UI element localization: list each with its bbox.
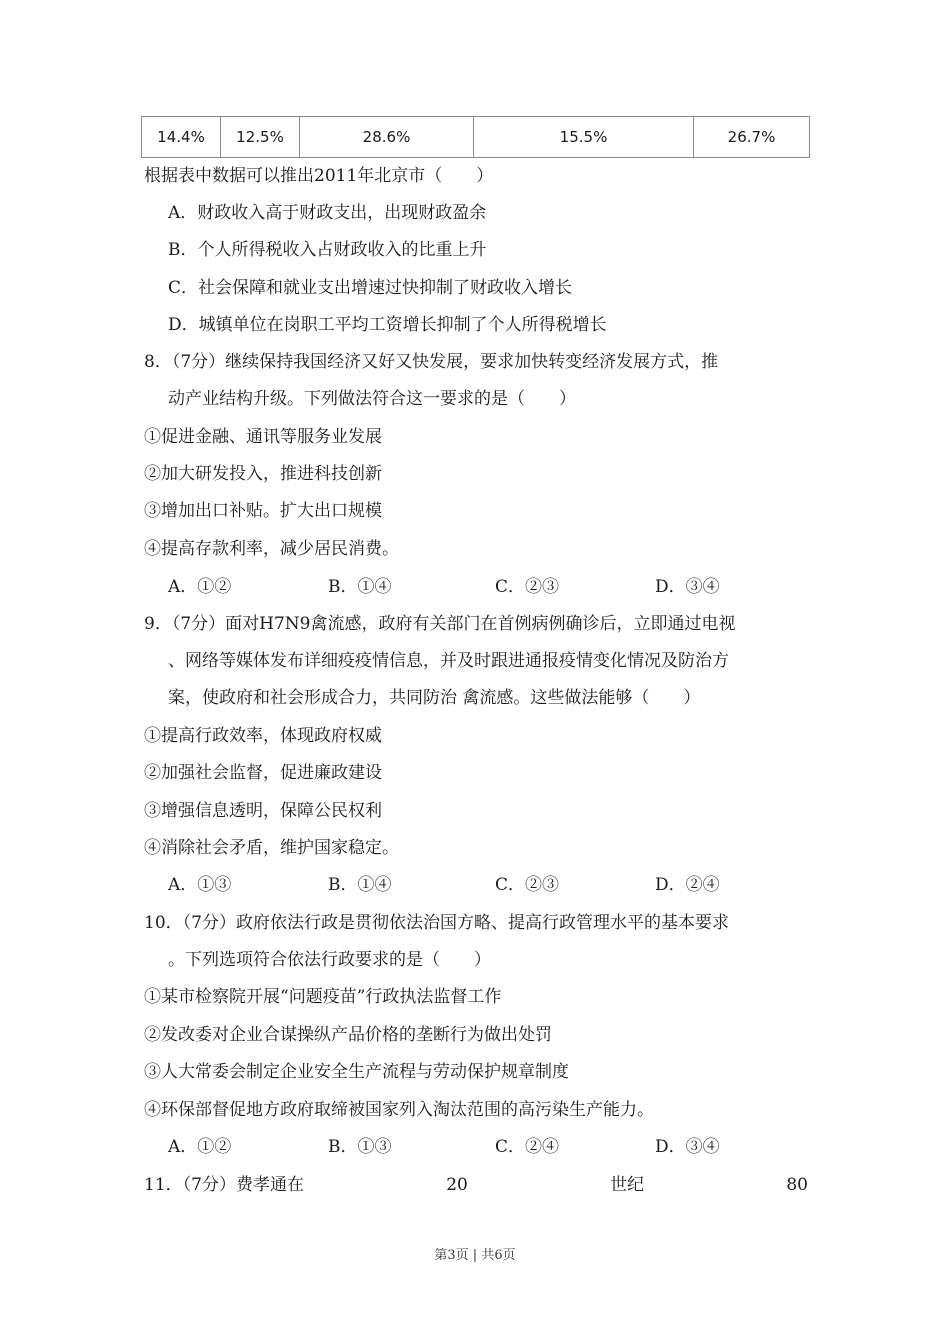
choice-c: C．②③ [495, 875, 560, 895]
table-cell: 26.7% [694, 117, 810, 158]
question-8-choices [168, 576, 720, 598]
question-7-stem: 根据表中数据可以推出2011年北京市（ ） [144, 166, 494, 186]
choice-b: B．①③ [328, 1137, 392, 1157]
table-cell: 15.5% [474, 117, 694, 158]
choice-b: B．①④ [328, 875, 392, 895]
choice-a: A．①② [168, 577, 232, 597]
question-11-part: 80 [786, 1175, 808, 1195]
question-9-statement-2: ②加强社会监督，促进廉政建设 [144, 763, 382, 783]
question-8-statement-1: ①促进金融、通讯等服务业发展 [144, 427, 382, 447]
question-9-statement-3: ③增强信息透明，保障公民权利 [144, 801, 382, 821]
question-11-part: 20 [446, 1175, 468, 1195]
question-10-statement-3: ③人大常委会制定企业安全生产流程与劳动保护规章制度 [144, 1062, 569, 1082]
choice-c: C．②④ [495, 1137, 560, 1157]
question-11-part: 11．（7分）费孝通在 [144, 1175, 304, 1195]
choice-d: D．②④ [655, 875, 720, 895]
question-11-part: 世纪 [610, 1175, 645, 1195]
question-8-stem-line-1: 8．（7分）继续保持我国经济又好又快发展，要求加快转变经济发展方式，推 [144, 352, 719, 372]
question-9-stem-line-1: 9．（7分）面对H7N9禽流感，政府有关部门在首例病例确诊后，立即通过电视 [144, 614, 736, 634]
question-9-statement-1: ①提高行政效率，体现政府权威 [144, 726, 382, 746]
question-8-statement-4: ④提高存款利率，减少居民消费。 [144, 539, 399, 559]
choice-a: A．①③ [168, 875, 232, 895]
table-row [142, 117, 810, 158]
question-7-option-b: B．个人所得税收入占财政收入的比重上升 [168, 240, 487, 260]
question-10-choices [168, 1136, 720, 1158]
table-cell: 14.4% [142, 117, 221, 158]
choice-d: D．③④ [655, 1137, 720, 1157]
question-10-statement-2: ②发改委对企业合谋操纵产品价格的垄断行为做出处罚 [144, 1025, 552, 1045]
question-9-stem-line-3: 案，使政府和社会形成合力，共同防治 禽流感。这些做法能够（ ） [168, 688, 701, 708]
question-9-stem-line-2: 、网络等媒体发布详细疫疫情信息，并及时跟进通报疫情变化情况及防治方 [168, 651, 729, 671]
question-9-choices [168, 874, 720, 896]
table-cell: 12.5% [221, 117, 300, 158]
question-11-stem-line-1 [144, 1174, 808, 1196]
question-10-statement-1: ①某市检察院开展“问题疫苗”行政执法监督工作 [144, 987, 502, 1007]
question-10-statement-4: ④环保部督促地方政府取缔被国家列入淘汰范围的高污染生产能力。 [144, 1100, 654, 1120]
question-7-option-d: D．城镇单位在岗职工平均工资增长抑制了个人所得税增长 [168, 315, 607, 335]
page-footer: 第3页 | 共6页 [434, 1248, 516, 1263]
choice-a: A．①② [168, 1137, 232, 1157]
choice-b: B．①④ [328, 577, 392, 597]
question-8-stem-line-2: 动产业结构升级。下列做法符合这一要求的是（ ） [168, 389, 576, 409]
question-8-statement-3: ③增加出口补贴。扩大出口规模 [144, 501, 382, 521]
table-cell: 28.6% [300, 117, 474, 158]
data-table [141, 116, 810, 158]
question-7-option-a: A．财政收入高于财政支出，出现财政盈余 [168, 203, 487, 223]
question-8-statement-2: ②加大研发投入，推进科技创新 [144, 464, 382, 484]
choice-d: D．③④ [655, 577, 720, 597]
question-10-stem-line-1: 10．（7分）政府依法行政是贯彻依法治国方略、提高行政管理水平的基本要求 [144, 913, 729, 933]
question-7-option-c: C．社会保障和就业支出增速过快抑制了财政收入增长 [168, 278, 573, 298]
question-10-stem-line-2: 。下列选项符合依法行政要求的是（ ） [168, 950, 491, 970]
choice-c: C．②③ [495, 577, 560, 597]
question-9-statement-4: ④消除社会矛盾，维护国家稳定。 [144, 838, 399, 858]
